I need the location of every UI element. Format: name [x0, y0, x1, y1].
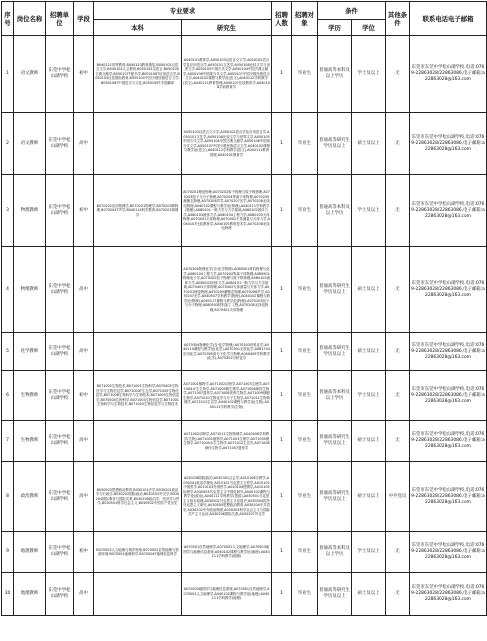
cell-degree: 学士及以上 [352, 532, 386, 573]
cell-degree: 硕士及以上 [352, 573, 386, 616]
cell-position: 语文教师 [14, 36, 46, 113]
cell-undergrad: B071002生物技术,B071001生物科学,B070405生物医学与生物信息学,B071004T生态学,B071005生物信息学,B071006生物科学与生物技术,B071003生物信息学,B070504生物科学,B071003生物信息学,B071001生物科学与生物技术,B071003生物信息学与生物技术 [94, 371, 182, 421]
cell-position: 物理教师 [14, 247, 46, 333]
cell-stage: 初中 [74, 36, 94, 113]
header-conditions: 条件 [318, 2, 386, 20]
cell-count: 1 [272, 113, 292, 175]
cell-undergrad: B070503人文地理与城乡规划,B070502自然地理与资源环境,B070501地理科学,B070504T地理信息科学 [94, 532, 182, 573]
header-count: 招聘人数 [272, 2, 292, 36]
cell-target: 毕业生 [292, 247, 318, 333]
cell-count: 1 [272, 532, 292, 573]
cell-other: 无 [386, 113, 410, 175]
cell-stage: 初中 [74, 371, 94, 421]
header-grad: 研究生 [182, 20, 272, 36]
header-target: 招聘对象 [292, 2, 318, 36]
cell-undergrad: B040121初等教育,B040123教育康复,B050101汉语言文学,B040103人文教育,B050102汉语言,B050105古典文献学,B050107T秘书学,B050106T应用语言学,B050103汉语国际教育,B050104中国少数民族语言文学,B050108T中国语言与文化,B050109T手语翻译 [94, 36, 182, 113]
cell-contact: 东莞市东莞中学松山湖学校,电话:0769-22863028/22863086,电子邮箱:a22863028@163.com [410, 573, 487, 616]
header-stage: 学段 [74, 2, 94, 36]
cell-contact: 东莞市东莞中学松山湖学校,电话:0769-22863028/22863086,电子邮箱:a22863028@163.com [410, 371, 487, 421]
cell-education: 普通高等本科及以上学历 [318, 532, 352, 573]
cell-employer: 东莞中学松山湖学校 [46, 573, 74, 616]
cell-contact: 东莞市东莞中学松山湖学校,电话:0769-22863028/22863086,电子邮箱:a22863028@163.com [410, 462, 487, 532]
cell-education: 普通高等研究生学历及以上 [318, 247, 352, 333]
cell-target: 毕业生 [292, 462, 318, 532]
cell-count: 1 [272, 175, 292, 247]
cell-degree: 硕士及以上 [352, 462, 386, 532]
cell-employer: 东莞中学松山湖学校 [46, 113, 74, 175]
cell-target: 毕业生 [292, 371, 318, 421]
cell-count: 1 [272, 573, 292, 616]
cell-position: 生物教师 [14, 421, 46, 462]
cell-count: 1 [272, 247, 292, 333]
cell-stage: 高中 [74, 113, 94, 175]
cell-grad: A070503地图学与地理信息系统,A070501自然地理学,A070502人文地理学,A040102课程与教学论(地理),A040111学科教学(地理) [182, 573, 272, 616]
cell-grad: A070304物理化学(含:化学物理),A080501材料物理与化学,A080104工程力学,A070204等离子体物理,A080901物理电子学,A070202粒子物理与原子核物理,A080103流体力学,A080102固体力学,A080101一般力学与力学基础,A070401天体物理,A070402天体测量与天体力学,A070201理论物理,A070205凝聚态物理,A070206声学,A070207光学,A040507学科教学(物理),A040102课程与教学论(物理),A040117课程与教学论(物理),A070203原子与分子物理,A080503材料加工工程,A070208无线电物理,A070401天体物理 [182, 247, 272, 333]
cell-other: 中共党员 [386, 462, 410, 532]
cell-stage: 初中 [74, 175, 94, 247]
recruitment-table [1, 1, 487, 616]
cell-grad: A030208国际政治,A030301社会学,A010106宗教学,A030201政治学理论,A010101马克思主义哲学,A010102中国哲学,A010103外国哲学,A010104逻辑学,A010105伦理学,A030503马克思主义中国化研究,A040102课程与教学论(政治),A040111学科教学(思政),A030501马克思主义基本原理,A030502马克思主义发展史,A030504国外马克思主义研究,A030505思想政治教育,A030204中共党史,A030202中外政治制度,A030203科学社会主义与国际共产主义运动,A030206国际关系,A030207外交学 [182, 462, 272, 532]
cell-other: 无 [386, 573, 410, 616]
cell-employer: 东莞中学松山湖学校 [46, 247, 74, 333]
cell-position: 物理教师 [14, 175, 46, 247]
cell-degree: 学士及以上 [352, 36, 386, 113]
cell-target: 毕业生 [292, 532, 318, 573]
cell-employer: 东莞中学松山湖学校 [46, 333, 74, 371]
cell-contact: 东莞市东莞中学松山湖学校,电话:0769-22863028/22863086,电子邮箱:a22863028@163.com [410, 175, 487, 247]
header-education: 学历 [318, 20, 352, 36]
cell-target: 毕业生 [292, 36, 318, 113]
cell-stage: 高中 [74, 573, 94, 616]
cell-target: 毕业生 [292, 113, 318, 175]
cell-contact: 东莞市东莞中学松山湖学校,电话:0769-22863028/22863086,电子邮箱:a22863028@163.com [410, 247, 487, 333]
cell-education: 普通高等研究生学历及以上 [318, 421, 352, 462]
cell-other: 无 [386, 36, 410, 113]
cell-contact: 东莞市东莞中学松山湖学校,电话:0769-22863028/22863086,电子邮箱:a22863028@163.com [410, 113, 487, 175]
cell-employer: 东莞中学松山湖学校 [46, 36, 74, 113]
cell-seq: 10 [2, 573, 14, 616]
header-other: 其他条件 [386, 2, 410, 36]
cell-seq: 3 [2, 175, 14, 247]
cell-undergrad [94, 573, 182, 616]
table-row [2, 462, 487, 532]
header-major-req: 专业要求 [94, 2, 272, 20]
cell-seq: 8 [2, 462, 14, 532]
header-row-top [2, 2, 487, 20]
cell-stage: 高中 [74, 333, 94, 371]
cell-grad: A070501自然地理学,A070502人文地理学,A070503地图学与地理信息系统,A040102课程与教学论(地理),A040111学科教学(地理) [182, 532, 272, 573]
cell-count: 1 [272, 333, 292, 371]
table-row [2, 36, 487, 113]
header-undergrad: 本科 [94, 20, 182, 36]
cell-employer: 东莞中学松山湖学校 [46, 462, 74, 532]
cell-education: 普通高等研究生学历及以上 [318, 462, 352, 532]
cell-target: 毕业生 [292, 333, 318, 371]
header-seq: 序号 [2, 2, 14, 36]
table-row [2, 175, 487, 247]
cell-grad: A070201理论物理,A070202粒子物理与原子核物理,A070203原子与分子物理,A070204等离子体物理,A070205凝聚态物理,A070206声学,A070207光学,A070208无线电物理,A040102课程与教学论(物理),A040111学科教学(物理),A080101一般力学与力学基础,A080102固体力学,A080103流体力学,A080104工程力学,A080105天体物理,A070401天体物理,A070402天体测量与天体力学,A040107比较教育学,A040105教育技术学,A070208无线电物理 [182, 175, 272, 247]
cell-education: 普通高等本科及以上学历 [318, 371, 352, 421]
cell-count: 1 [272, 371, 292, 421]
cell-other: 无 [386, 175, 410, 247]
cell-seq: 2 [2, 113, 14, 175]
cell-seq: 9 [2, 532, 14, 573]
cell-other: 无 [386, 371, 410, 421]
cell-seq: 6 [2, 371, 14, 421]
cell-position: 语文教师 [14, 113, 46, 175]
cell-degree: 硕士及以上 [352, 421, 386, 462]
cell-employer: 东莞中学松山湖学校 [46, 532, 74, 573]
cell-stage: 高中 [74, 247, 94, 333]
cell-degree: 学士及以上 [352, 175, 386, 247]
cell-undergrad [94, 421, 182, 462]
cell-contact: 东莞市东莞中学松山湖学校,电话:0769-22863028/22863086,电子邮箱:a22863028@163.com [410, 333, 487, 371]
table-row [2, 421, 487, 462]
table-row [2, 532, 487, 573]
cell-education: 普通高等研究生学历及以上 [318, 573, 352, 616]
cell-degree: 学士及以上 [352, 371, 386, 421]
table-row [2, 247, 487, 333]
cell-undergrad: B070202应用物理学,B070201物理学,B070203核物理,B070204T声学,B040114科学教育,B070201物理学 [94, 175, 182, 247]
cell-degree: 硕士及以上 [352, 247, 386, 333]
cell-count: 1 [272, 36, 292, 113]
cell-seq: 1 [2, 36, 14, 113]
cell-other: 无 [386, 421, 410, 462]
cell-position: 地理教师 [14, 573, 46, 616]
cell-stage: 高中 [74, 421, 94, 462]
cell-seq: 7 [2, 421, 14, 462]
cell-other: 无 [386, 247, 410, 333]
cell-seq: 5 [2, 333, 14, 371]
table-row [2, 371, 487, 421]
header-employer: 招聘单位 [46, 2, 74, 36]
cell-other: 无 [386, 532, 410, 573]
cell-education: 普通高等研究生学历及以上 [318, 113, 352, 175]
cell-grad: A070304物理化学(含:化学物理),A070303有机化学,A040110课程与教学论(化学),A070301无机化学,A081704应用化学,A070305高分子化学与物理,A040409学科教学(化学),A070302分析化学 [182, 333, 272, 371]
cell-contact: 东莞市东莞中学松山湖学校,电话:0769-22863028/22863086,电子邮箱:a22863028@163.com [410, 532, 487, 573]
header-degree: 学位 [352, 20, 386, 36]
cell-education: 普通高等研究生学历及以上 [318, 333, 352, 371]
cell-grad: A050103汉语言文字学,A050102语言学及应用语言学,A050101文艺学,A050108比较文学与世界文学,A050105中国古代文学,A050104中国古典文献学,A050106中国现当代文学,A050107中国少数民族语言文学,A040102课程与教学论(语文),A040112学科教学(语文),A040111教育管理,A040101教育学 [182, 113, 272, 175]
cell-position: 化学教师 [14, 333, 46, 371]
cell-seq: 4 [2, 247, 14, 333]
cell-education: 普通高等本科及以上学历 [318, 175, 352, 247]
cell-undergrad [94, 333, 182, 371]
cell-degree: 硕士及以上 [352, 113, 386, 175]
cell-undergrad [94, 113, 182, 175]
cell-count: 1 [272, 421, 292, 462]
cell-other: 无 [386, 333, 410, 371]
table-row [2, 113, 487, 175]
cell-stage: 高中 [74, 462, 94, 532]
cell-target: 毕业生 [292, 175, 318, 247]
cell-degree: 硕士及以上 [352, 333, 386, 371]
cell-employer: 东莞中学松山湖学校 [46, 175, 74, 247]
cell-position: 地理教师 [14, 532, 46, 573]
cell-grad: A071001植物学,A071002动物学,A071003生理学,A071004水生生物学,A071005微生物学,A071006神经生物学,A071007遗传学,A071008发育生物学,A071009细胞生物学,A071010生物化学与分子生物学,A071011生物物理学,A071012生态学,A040102课程与教学论(生物),A040111学科教学(生物) [182, 371, 272, 421]
cell-undergrad: B030503思想政治教育,B030101法学,B030201政治学与行政学,B030202国际政治,B030203外交学,B030204国际事务与国际关系,B030205政治学、经济学与哲学,B030501科学社会主义,B030502中国共产党历史 [94, 462, 182, 532]
cell-contact: 东莞市东莞中学松山湖学校,电话:0769-22863028/22863086,电子邮箱:a22863028@163.com [410, 421, 487, 462]
cell-position: 政治教师 [14, 462, 46, 532]
table-row [2, 573, 487, 616]
cell-stage: 初中 [74, 532, 94, 573]
cell-position: 生物教师 [14, 371, 46, 421]
cell-count: 1 [272, 462, 292, 532]
cell-undergrad [94, 247, 182, 333]
cell-contact: 东莞市东莞中学松山湖学校,电话:0769-22863028/22863086,电子邮箱:a22863028@163.com [410, 36, 487, 113]
cell-education: 普通高等本科及以上学历 [318, 36, 352, 113]
cell-target: 毕业生 [292, 421, 318, 462]
cell-grad: A040101教育学,A050103汉语言文字学,A050102语言学及应用语言学,A050101文艺学,A050108比较文学与世界文学,A050105中国古代文学,A050104中国古典文献学,A050106中国现当代文学,A050107中国少数民族语言文学,A040102课程与教学论(语文),A040112学科教学(语文),A040111教育管理,A040107比较教育学,A040108学前教育学 [182, 36, 272, 113]
cell-employer: 东莞中学松山湖学校 [46, 421, 74, 462]
header-position: 岗位名称 [14, 2, 46, 36]
table-row [2, 333, 487, 371]
header-contact: 联系电话电子邮箱 [410, 2, 487, 36]
cell-employer: 东莞中学松山湖学校 [46, 371, 74, 421]
cell-target: 毕业生 [292, 573, 318, 616]
cell-grad: A071002动物学,A071011生物物理学,A040408学科教学(生物),A071001植物学,A071003生理学,A071005微生物学,A071004水生生物学,A071012生态学,A071006神经生物学,A071007遗传学 [182, 421, 272, 462]
